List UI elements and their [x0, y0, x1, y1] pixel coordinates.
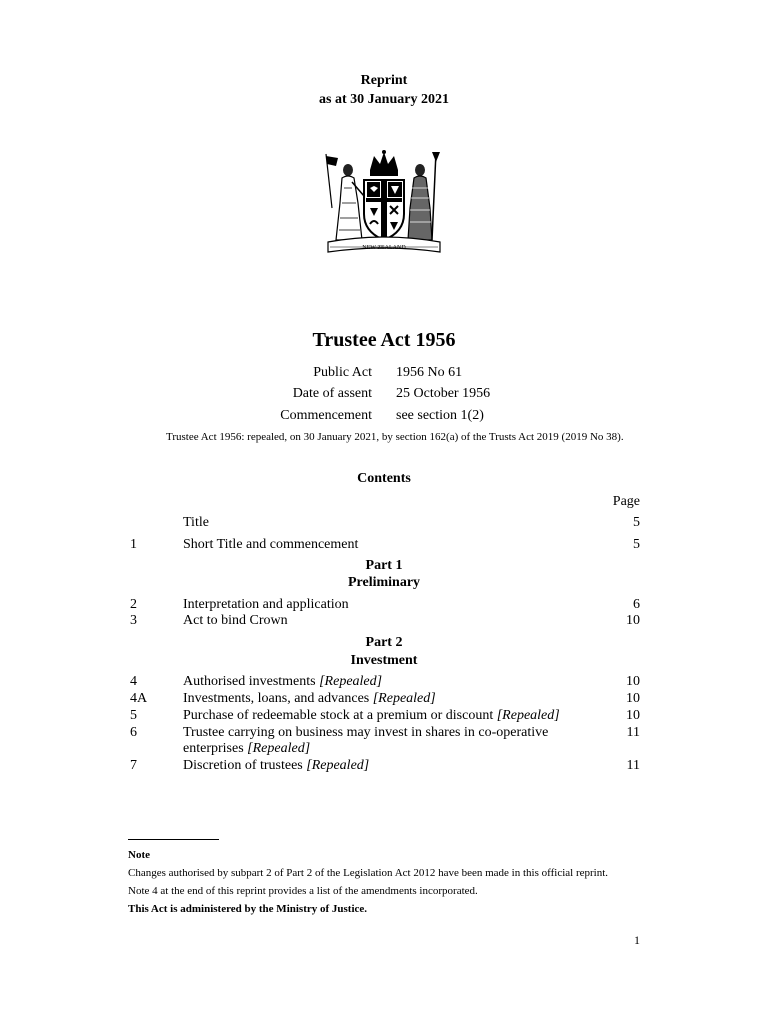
toc-entry-number: 4A [130, 691, 148, 706]
administered-by-note: This Act is administered by the Ministry of Justice. [128, 903, 368, 915]
toc-entry-title: Discretion of trustees [Repealed] [183, 758, 370, 773]
toc-entry-title: Investments, loans, and advances [Repealed] [183, 691, 436, 706]
toc-entry-title: Interpretation and application [183, 597, 349, 612]
toc-entry-title: Trustee carrying on business may invest in shares in co-operative enterprises [Repealed] [183, 725, 549, 756]
toc-entry-page: 11 [626, 725, 640, 740]
toc-entry-title: Title [183, 515, 209, 530]
toc-entry-title: Act to bind Crown [183, 613, 288, 628]
repealed-tag: [Repealed] [306, 758, 370, 773]
toc-entry-number: 2 [130, 597, 137, 612]
toc-entry-page: 10 [626, 708, 640, 723]
detail-value-date-of-assent: 25 October 1956 [396, 386, 491, 401]
footnote-heading: Note [128, 849, 150, 861]
toc-entry[interactable] [0, 758, 768, 775]
toc-entry-number: 3 [130, 613, 137, 628]
footnote-divider [128, 839, 219, 840]
toc-entry-number: 1 [130, 537, 137, 552]
toc-entry[interactable] [0, 725, 768, 759]
toc-entry[interactable] [0, 537, 768, 554]
act-title: Trustee Act 1956 [312, 329, 456, 351]
reprint-heading: Reprint [360, 73, 408, 88]
toc-entry-title: Authorised investments [Repealed] [183, 674, 383, 689]
emblem-banner-text: NEW ZEALAND [362, 245, 406, 251]
page-column-label: Page [612, 494, 640, 509]
repeal-note: Trustee Act 1956: repealed, on 30 January 2021, by section 162(a) of the Trusts Act 2019 (2019 No 38). [166, 431, 624, 443]
toc-entry-title: Short Title and commencement [183, 537, 359, 552]
toc-entry[interactable] [0, 674, 768, 691]
reprint-date: as at 30 January 2021 [319, 92, 449, 107]
contents-heading: Contents [357, 471, 411, 486]
toc-entry-page: 5 [633, 537, 640, 552]
detail-label-commencement: Commencement [280, 408, 372, 423]
toc-entry-number: 4 [130, 674, 137, 689]
page-number: 1 [634, 933, 640, 947]
toc-entry-title: Purchase of redeemable stock at a premium or discount [Repealed] [183, 708, 560, 723]
repealed-tag: [Repealed] [319, 674, 383, 689]
detail-value-public-act: 1956 No 61 [396, 365, 463, 380]
detail-label-date-of-assent: Date of assent [292, 386, 372, 401]
toc-entry-page: 10 [626, 691, 640, 706]
part-2-name: Investment [350, 653, 418, 668]
toc-entry[interactable] [0, 597, 768, 614]
toc-entry[interactable] [0, 515, 768, 532]
toc-entry-page: 6 [633, 597, 640, 612]
footnote-line: Changes authorised by subpart 2 of Part 2 of the Legislation Act 2012 have been made in this official reprint. [128, 867, 609, 879]
toc-entry[interactable] [0, 691, 768, 708]
coat-of-arms-icon [318, 148, 450, 256]
toc-entry-number: 7 [130, 758, 137, 773]
toc-entry-page: 10 [626, 674, 640, 689]
toc-entry[interactable] [0, 708, 768, 725]
toc-entry-page: 10 [626, 613, 640, 628]
toc-entry-page: 5 [633, 515, 640, 530]
repealed-tag: [Repealed] [496, 708, 560, 723]
detail-label-public-act: Public Act [313, 365, 372, 380]
toc-entry-number: 6 [130, 725, 137, 740]
toc-entry-page: 11 [626, 758, 640, 773]
toc-entry-number: 5 [130, 708, 137, 723]
part-1-name: Preliminary [347, 575, 421, 590]
footnote-line: Note 4 at the end of this reprint provides a list of the amendments incorporated. [128, 885, 478, 897]
detail-value-commencement: see section 1(2) [396, 408, 484, 423]
repealed-tag: [Repealed] [372, 691, 436, 706]
part-1-label: Part 1 [365, 558, 403, 573]
part-2-label: Part 2 [365, 635, 403, 650]
toc-entry[interactable] [0, 613, 768, 630]
repealed-tag: [Repealed] [247, 741, 311, 756]
